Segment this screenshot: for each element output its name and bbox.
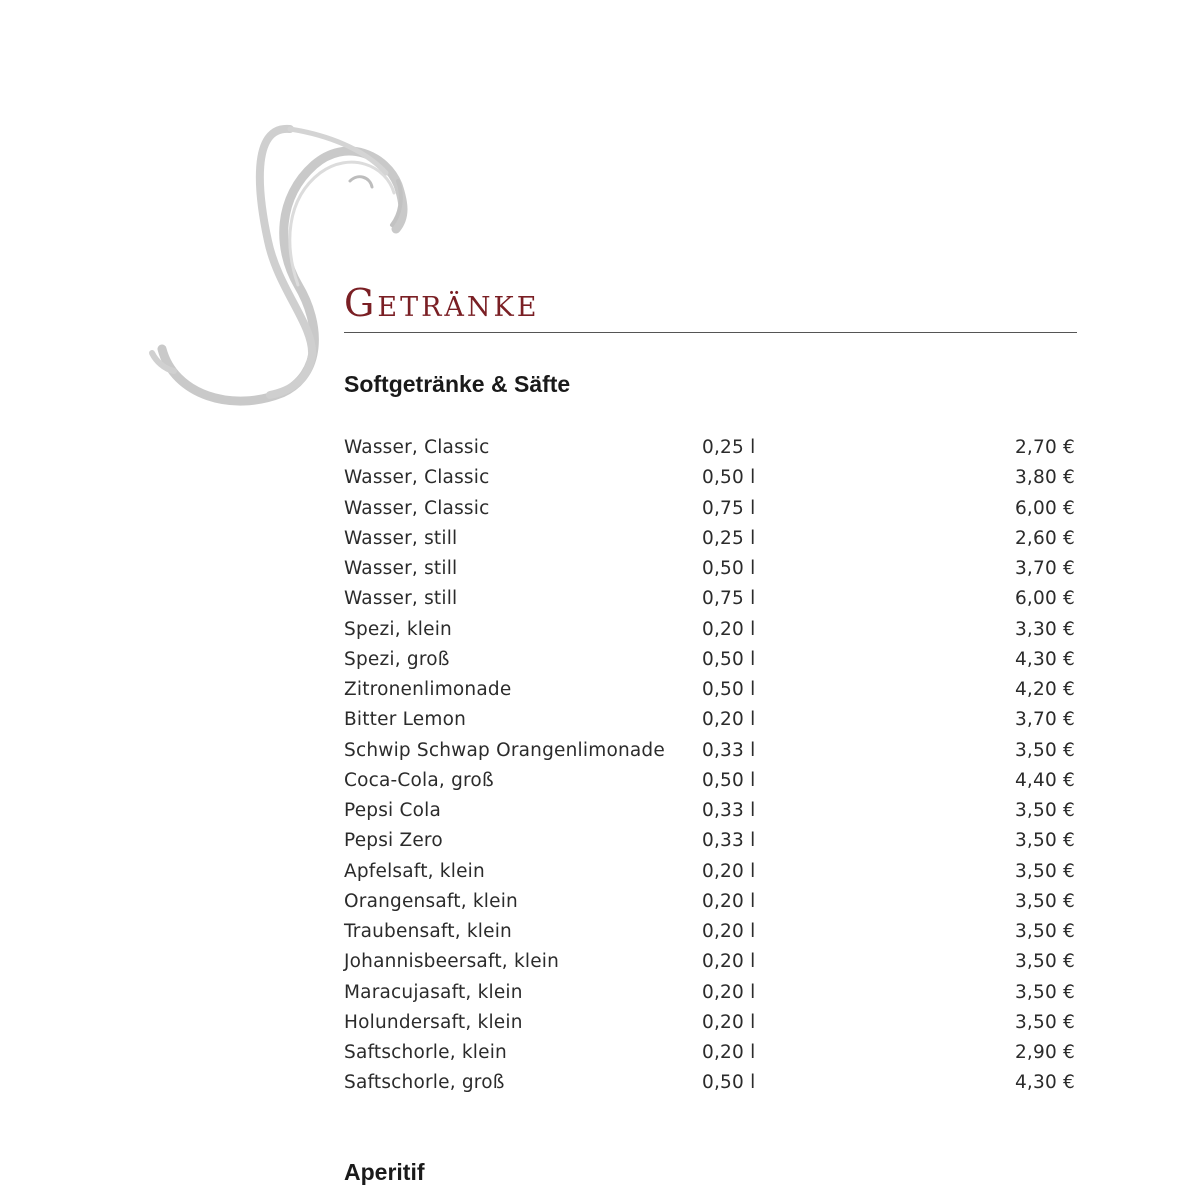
menu-item <box>344 584 1075 614</box>
item-price: 3,70 € <box>1014 558 1075 579</box>
menu-item <box>344 615 1075 645</box>
item-volume: 0,20 l <box>702 860 756 882</box>
item-volume: 0,50 l <box>702 1072 756 1094</box>
item-volume: 0,75 l <box>702 588 756 610</box>
item-name: Apfelsaft, klein <box>344 860 485 882</box>
menu-item <box>344 826 1075 856</box>
menu-item <box>344 978 1075 1008</box>
item-volume: 0,25 l <box>702 437 756 458</box>
menu-item <box>344 1008 1075 1038</box>
menu-item <box>344 1038 1075 1068</box>
item-name: Johannisbeersaft, klein <box>344 951 560 973</box>
item-name: Wasser, still <box>344 558 458 579</box>
item-volume: 0,20 l <box>702 951 756 973</box>
item-price: 3,50 € <box>1014 800 1075 821</box>
item-name: Orangensaft, klein <box>344 890 518 912</box>
item-volume: 0,25 l <box>702 527 756 549</box>
item-name: Zitronenlimonade <box>344 679 512 700</box>
swan-logo-icon <box>140 115 430 415</box>
menu-item <box>344 645 1075 675</box>
menu-item <box>344 1068 1075 1098</box>
item-price: 4,30 € <box>1014 648 1075 670</box>
item-name: Wasser, still <box>344 588 458 610</box>
item-price: 2,90 € <box>1014 1042 1075 1063</box>
item-price: 6,00 € <box>1014 497 1075 519</box>
menu-item <box>344 796 1075 826</box>
item-name: Pepsi Cola <box>344 800 441 821</box>
item-name: Maracujasaft, klein <box>344 981 523 1003</box>
item-price: 3,50 € <box>1014 860 1075 882</box>
item-name: Wasser, Classic <box>344 467 490 489</box>
menu-item <box>344 524 1075 554</box>
item-price: 3,50 € <box>1014 921 1075 942</box>
item-name: Wasser, still <box>344 527 458 549</box>
section-heading-softgetraenke: Softgetränke & Säfte <box>344 371 571 397</box>
item-price: 3,80 € <box>1014 467 1075 489</box>
item-name: Saftschorle, groß <box>344 1072 505 1094</box>
menu-item <box>344 433 1075 463</box>
item-price: 2,70 € <box>1014 437 1075 458</box>
item-volume: 0,20 l <box>702 1011 756 1033</box>
item-price: 3,50 € <box>1014 1011 1075 1033</box>
item-price: 3,30 € <box>1014 618 1075 640</box>
menu-item <box>344 766 1075 796</box>
menu-item <box>344 947 1075 977</box>
item-volume: 0,20 l <box>702 618 756 640</box>
item-volume: 0,20 l <box>702 981 756 1003</box>
item-volume: 0,50 l <box>702 648 756 670</box>
item-price: 3,50 € <box>1014 739 1075 761</box>
item-name: Wasser, Classic <box>344 497 490 519</box>
item-name: Pepsi Zero <box>344 830 443 852</box>
item-name: Holundersaft, klein <box>344 1011 523 1033</box>
menu-item <box>344 857 1075 887</box>
item-price: 3,50 € <box>1014 981 1075 1003</box>
item-name: Spezi, groß <box>344 648 450 670</box>
item-volume: 0,50 l <box>702 467 756 489</box>
item-price: 4,30 € <box>1014 1072 1075 1094</box>
item-price: 3,50 € <box>1014 830 1075 852</box>
menu-item <box>344 917 1075 947</box>
item-price: 3,70 € <box>1014 709 1075 731</box>
menu-item <box>344 554 1075 584</box>
item-volume: 0,20 l <box>702 890 756 912</box>
item-volume: 0,20 l <box>702 709 756 731</box>
item-volume: 0,50 l <box>702 769 756 791</box>
menu-item <box>344 675 1075 705</box>
menu-item <box>344 736 1075 766</box>
item-price: 6,00 € <box>1014 588 1075 610</box>
menu-item <box>344 705 1075 735</box>
item-volume: 0,20 l <box>702 1042 756 1063</box>
item-name: Schwip Schwap Orangenlimonade <box>344 739 665 761</box>
item-name: Traubensaft, klein <box>344 921 512 942</box>
title-divider <box>344 332 1077 333</box>
menu-item <box>344 887 1075 917</box>
item-price: 4,20 € <box>1014 679 1075 700</box>
item-name: Coca-Cola, groß <box>344 769 494 791</box>
page-title: Getränke <box>344 281 540 325</box>
item-name: Saftschorle, klein <box>344 1042 507 1063</box>
item-price: 4,40 € <box>1014 769 1075 791</box>
item-volume: 0,33 l <box>702 800 756 821</box>
item-price: 3,50 € <box>1014 951 1075 973</box>
item-volume: 0,33 l <box>702 830 756 852</box>
item-volume: 0,20 l <box>702 921 756 942</box>
item-name: Spezi, klein <box>344 618 452 640</box>
item-name: Bitter Lemon <box>344 709 467 731</box>
menu-item <box>344 463 1075 493</box>
menu-item <box>344 494 1075 524</box>
item-volume: 0,75 l <box>702 497 756 519</box>
section-heading-aperitif: Aperitif <box>344 1159 425 1185</box>
item-price: 2,60 € <box>1014 527 1075 549</box>
item-volume: 0,50 l <box>702 558 756 579</box>
item-volume: 0,50 l <box>702 679 756 700</box>
item-volume: 0,33 l <box>702 739 756 761</box>
item-name: Wasser, Classic <box>344 437 490 458</box>
drinks-list <box>344 433 1075 1099</box>
item-price: 3,50 € <box>1014 890 1075 912</box>
